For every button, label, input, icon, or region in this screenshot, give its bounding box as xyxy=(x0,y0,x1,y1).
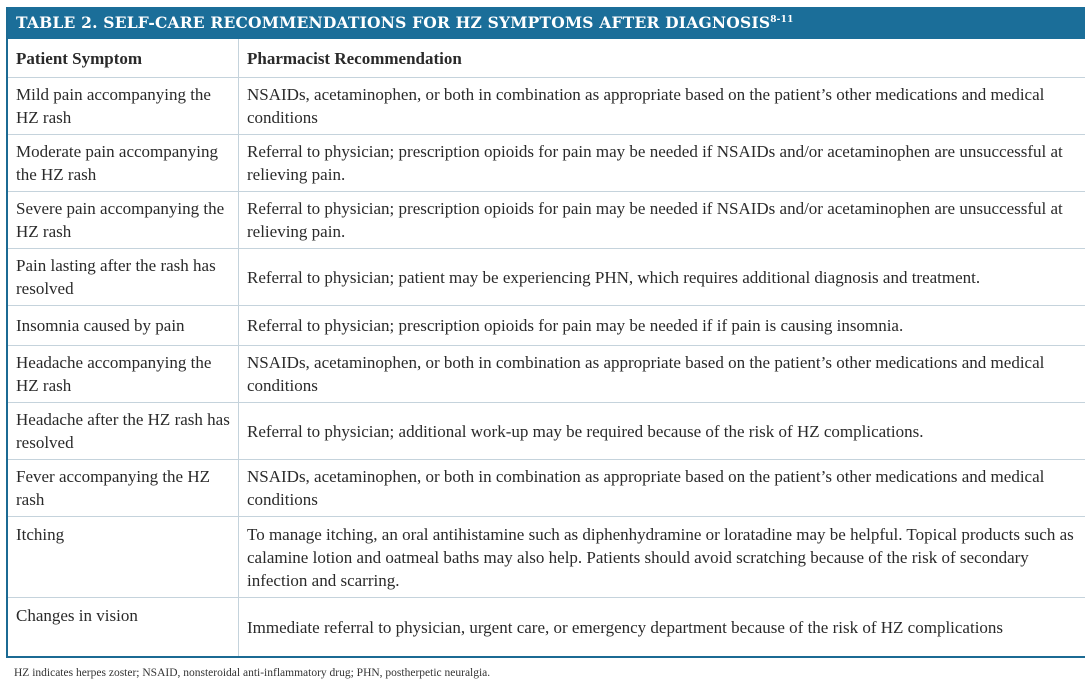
reference-superscript: 8-11 xyxy=(770,15,794,25)
recommendation-cell: Referral to physician; prescription opioids for pain may be needed if NSAIDs and/or acetaminophen are unsuccessful at relieving pain. xyxy=(239,135,1086,192)
table-row xyxy=(8,78,1085,135)
symptom-cell: Severe pain accompanying the HZ rash xyxy=(8,192,239,249)
table-row xyxy=(8,403,1085,460)
symptom-cell: Mild pain accompanying the HZ rash xyxy=(8,78,239,135)
recommendation-cell: NSAIDs, acetaminophen, or both in combination as appropriate based on the patient’s other medications and medical conditions xyxy=(239,460,1086,517)
header-patient-symptom: Patient Symptom xyxy=(8,39,239,78)
symptom-cell: Pain lasting after the rash has resolved xyxy=(8,249,239,306)
recommendation-cell: NSAIDs, acetaminophen, or both in combination as appropriate based on the patient’s other medications and medical conditions xyxy=(239,78,1086,135)
symptom-cell: Fever accompanying the HZ rash xyxy=(8,460,239,517)
recommendation-cell: To manage itching, an oral antihistamine such as diphenhydramine or loratadine may be helpful. Topical products such as calamine lotion and oatmeal baths may also help. Patients should avoid scratching because of the risk of secondary infection and scarring. xyxy=(239,517,1086,598)
table-row xyxy=(8,135,1085,192)
table-row xyxy=(8,598,1085,657)
table-row xyxy=(8,346,1085,403)
table-row xyxy=(8,306,1085,346)
recommendations-table xyxy=(6,7,1085,658)
table-row xyxy=(8,460,1085,517)
table-row xyxy=(8,192,1085,249)
recommendation-cell: Referral to physician; prescription opioids for pain may be needed if NSAIDs and/or acetaminophen are unsuccessful at relieving pain. xyxy=(239,192,1086,249)
recommendation-cell: Immediate referral to physician, urgent care, or emergency department because of the risk of HZ complications xyxy=(247,617,1004,637)
table-row xyxy=(8,517,1085,598)
header-row xyxy=(8,39,1085,78)
recommendation-cell: Referral to physician; prescription opioids for pain may be needed if if pain is causing insomnia. xyxy=(239,306,1086,346)
recommendation-cell: NSAIDs, acetaminophen, or both in combination as appropriate based on the patient’s other medications and medical conditions xyxy=(239,346,1086,403)
symptom-cell: Changes in vision xyxy=(8,598,239,657)
header-pharmacist-recommendation: Pharmacist Recommendation xyxy=(239,39,1086,78)
table-title xyxy=(8,7,1085,39)
symptom-cell: Itching xyxy=(8,517,239,598)
symptom-cell: Headache accompanying the HZ rash xyxy=(8,346,239,403)
table-row xyxy=(8,249,1085,306)
symptom-cell: Headache after the HZ rash has resolved xyxy=(8,403,239,460)
symptom-cell: Moderate pain accompanying the HZ rash xyxy=(8,135,239,192)
recommendation-cell: Referral to physician; patient may be experiencing PHN, which requires additional diagnosis and treatment. xyxy=(239,249,1086,306)
table-title-text: TABLE 2. SELF-CARE RECOMMENDATIONS FOR HZ SYMPTOMS AFTER DIAGNOSIS xyxy=(16,13,771,32)
recommendation-cell: Referral to physician; additional work-up may be required because of the risk of HZ complications. xyxy=(239,403,1086,460)
symptom-cell: Insomnia caused by pain xyxy=(8,306,239,346)
table-footnote: HZ indicates herpes zoster; NSAID, nonsteroidal anti-inflammatory drug; PHN, postherpetic neuralgia. xyxy=(14,667,491,679)
